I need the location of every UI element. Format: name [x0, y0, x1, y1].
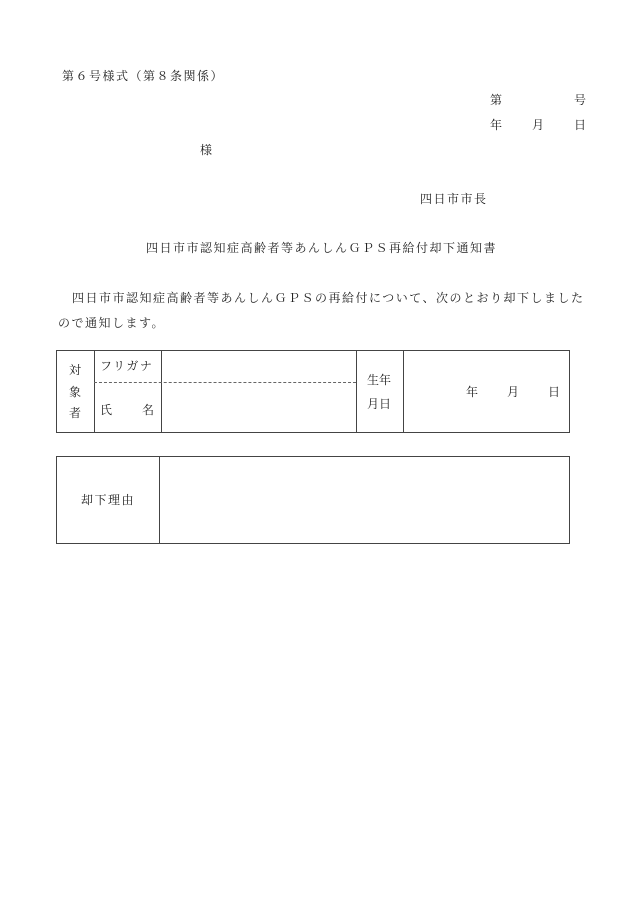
name-input[interactable] — [163, 385, 353, 430]
birth-label-2: 月日 — [367, 397, 392, 411]
subject-label-1: 対 — [69, 363, 82, 377]
number-suffix: 号 — [574, 93, 587, 107]
date-month-label: 月 — [532, 118, 545, 132]
divider — [356, 351, 357, 432]
subject-label-3: 者 — [69, 406, 82, 420]
number-label: 第 — [490, 93, 503, 107]
divider — [161, 351, 162, 432]
name-label-1: 氏 — [100, 403, 113, 417]
addressee-suffix: 様 — [200, 143, 213, 157]
reason-input[interactable] — [163, 461, 563, 539]
reason-label: 却下理由 — [81, 493, 136, 507]
furigana-input[interactable] — [163, 353, 353, 380]
birth-label-1: 生年 — [367, 373, 392, 387]
body-text-line2: ので通知します。 — [58, 316, 166, 330]
furigana-divider — [94, 382, 356, 383]
subject-table — [56, 350, 570, 433]
divider — [403, 351, 404, 432]
divider — [159, 457, 160, 543]
document-title: 四日市市認知症高齢者等あんしんＧＰＳ再給付却下通知書 — [146, 241, 498, 255]
birth-month-label: 月 — [507, 385, 520, 399]
date-year-label: 年 — [490, 118, 503, 132]
birth-day-label: 日 — [548, 385, 561, 399]
furigana-label: フリガナ — [100, 359, 154, 373]
birth-year-label: 年 — [466, 385, 479, 399]
name-label-2: 名 — [142, 403, 155, 417]
body-text-line1: 四日市市認知症高齢者等あんしんＧＰＳの再給付について、次のとおり却下しました — [72, 291, 585, 305]
issuer: 四日市市長 — [420, 192, 488, 206]
divider — [94, 351, 95, 432]
date-day-label: 日 — [574, 118, 587, 132]
subject-label-2: 象 — [69, 385, 82, 399]
form-number: 第６号様式（第８条関係） — [62, 69, 225, 83]
reason-table — [56, 456, 570, 544]
